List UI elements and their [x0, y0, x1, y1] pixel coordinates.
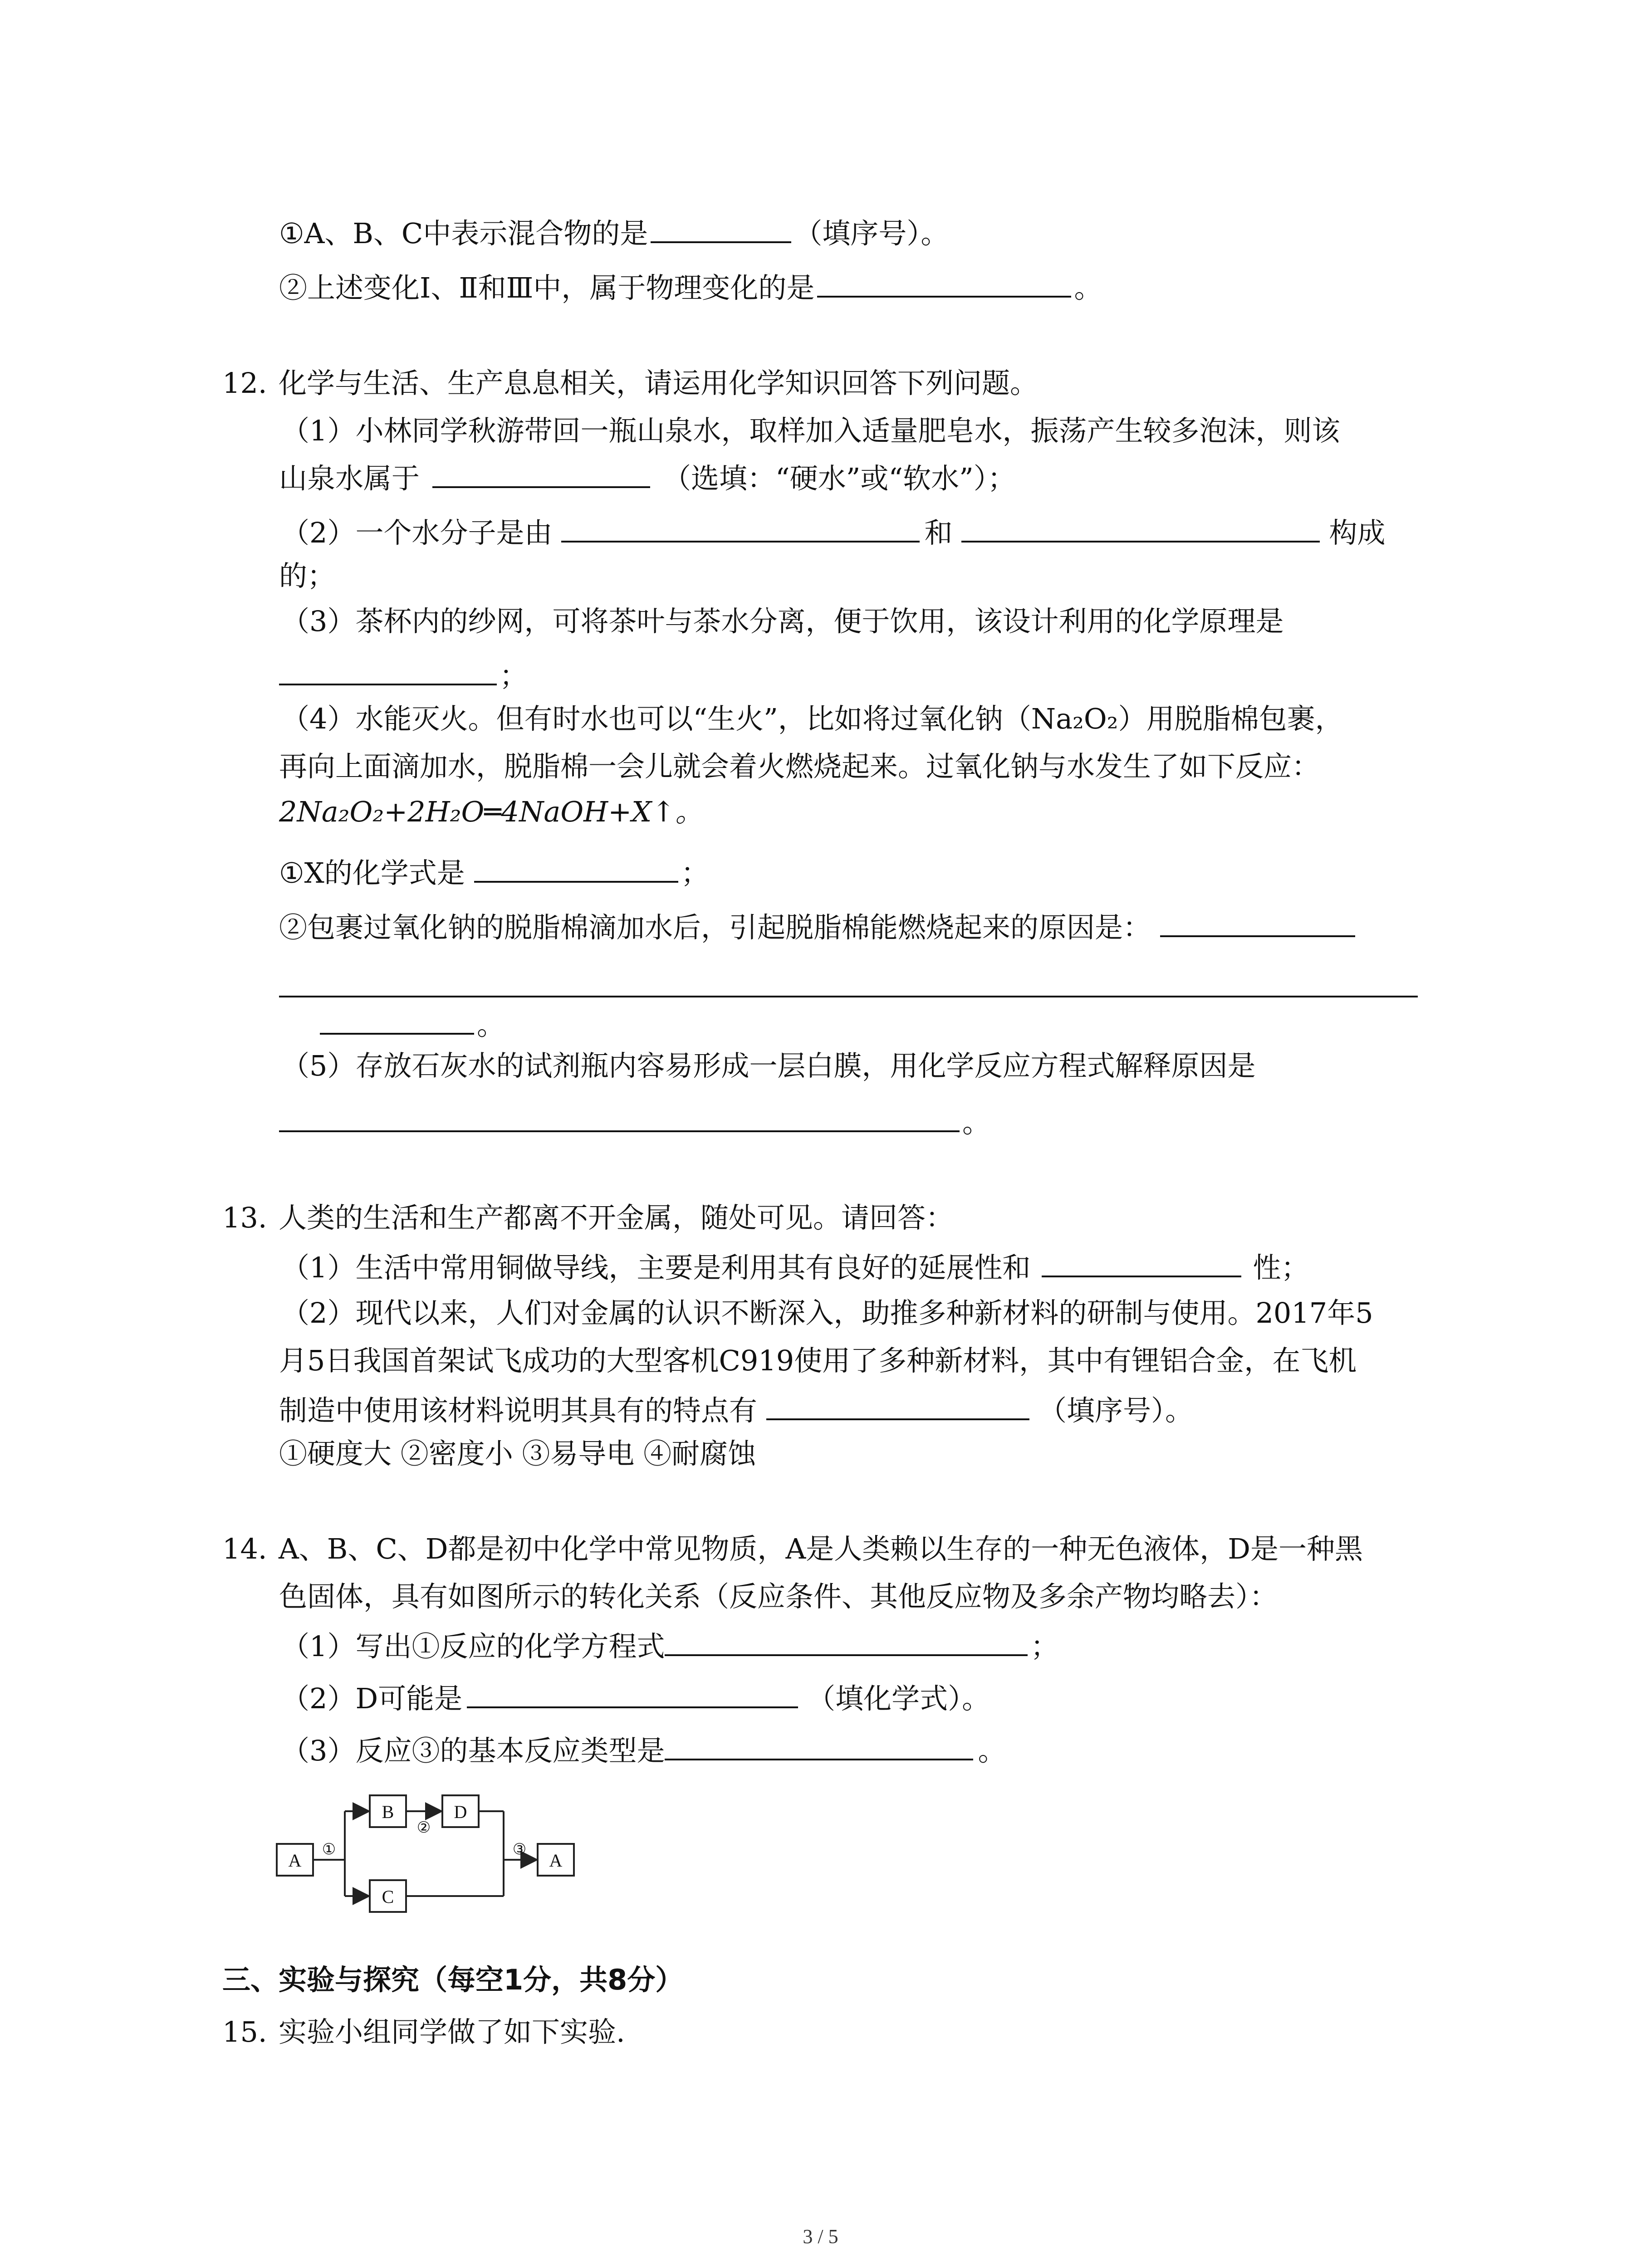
q12-part4-line1: （4）水能灭火。但有时水也可以“生火”，比如将过氧化钠（Na₂O₂）用脱脂棉包裹，	[281, 702, 1343, 735]
q11-sub2-text: ②上述变化Ⅰ、Ⅱ和Ⅲ中，属于物理变化的是	[279, 271, 815, 304]
q14-part1-pre: （1）写出①反应的化学方程式	[281, 1630, 665, 1663]
answer-blank[interactable]	[474, 853, 678, 883]
q12-part2-line1	[281, 513, 1385, 551]
q12-part5-line1: （5）存放石灰水的试剂瓶内容易形成一层白膜，用化学反应方程式解释原因是	[281, 1049, 1256, 1082]
q12-stem-text: 化学与生活、生产息息相关，请运用化学知识回答下列问题。	[279, 367, 1038, 400]
answer-blank[interactable]	[665, 1730, 973, 1760]
q12-part2-mid: 和	[924, 516, 953, 549]
label-a-end: A	[549, 1850, 563, 1871]
q13-part2-line2: 月5日我国首架试飞成功的大型客机C919使用了多种新材料，其中有锂铝合金，在飞机	[279, 1344, 1357, 1377]
answer-blank[interactable]	[817, 268, 1071, 298]
q13-part2-post: （填序号）。	[1038, 1394, 1194, 1427]
q11-sub1	[279, 213, 949, 252]
answer-line[interactable]	[279, 996, 1418, 997]
question-number: 12.	[222, 367, 267, 400]
q12-part1-post: （选填：“硬水”或“软水”）；	[663, 462, 1016, 495]
q11-sub2	[279, 268, 1102, 306]
q12-part3-line2	[279, 655, 528, 694]
answer-blank[interactable]	[651, 213, 791, 243]
q13-part1-post: 性；	[1253, 1251, 1309, 1284]
question-number: 15.	[222, 2015, 267, 2048]
q12-part4-sub1	[279, 853, 709, 891]
period: 。	[962, 1106, 991, 1139]
q13-part2-pre: 制造中使用该材料说明其具有的特点有	[279, 1394, 758, 1427]
q12-part4-sub2-text: ②包裹过氧化钠的脱脂棉滴加水后，引起脱脂棉能燃烧起来的原因是：	[279, 911, 1151, 944]
q12-part5-line2	[279, 1102, 990, 1141]
q12-part1-line1: （1）小林同学秋游带回一瓶山泉水，取样加入适量肥皂水，振荡产生较多泡沫，则该	[281, 414, 1340, 447]
q12-part4-sub1-post: ；	[681, 856, 709, 890]
q12-part4-line2: 再向上面滴加水，脱脂棉一会儿就会着火燃烧起来。过氧化钠与水发生了如下反应：	[279, 750, 1320, 783]
q14-part1-post: ；	[1030, 1630, 1059, 1663]
q12-part1-pre: 山泉水属于	[279, 462, 420, 495]
q12-part4-sub2-end	[279, 1005, 505, 1043]
answer-blank[interactable]	[432, 458, 650, 488]
q12-part1-line2	[279, 458, 1016, 497]
q11-sub1-text: ①A、B、C中表示混合物的是	[279, 217, 648, 250]
q14-part3-post: 。	[978, 1734, 1006, 1767]
question-number: 13.	[222, 1201, 267, 1234]
answer-blank[interactable]	[766, 1390, 1029, 1420]
q14-stem-line2: 色固体，具有如图所示的转化关系（反应条件、其他反应物及多余产物均略去）：	[279, 1580, 1278, 1613]
q11-sub1-post: （填序号）。	[794, 217, 949, 250]
answer-blank[interactable]	[665, 1626, 1028, 1656]
q13-stem	[222, 1200, 954, 1236]
q14-stem-text: A、B、C、D都是初中化学中常见物质，A是人类赖以生存的一种无色液体，D是一种黑	[279, 1532, 1363, 1565]
q13-part2-line1: （2）现代以来，人们对金属的认识不断深入，助推多种新材料的研制与使用。2017年5	[281, 1296, 1373, 1330]
q13-part1	[281, 1247, 1309, 1286]
answer-blank[interactable]	[961, 513, 1320, 543]
reaction-3-label: ③	[512, 1841, 527, 1858]
reaction-1-label: ①	[322, 1841, 336, 1858]
q12-stem	[222, 365, 1038, 401]
question-number: 14.	[222, 1532, 267, 1565]
q12-part3-line1: （3）茶杯内的纱网，可将茶叶与茶水分离，便于饮用，该设计利用的化学原理是	[281, 605, 1284, 638]
conversion-diagram	[272, 1778, 581, 1923]
q14-part2-post: （填化学式）。	[807, 1682, 990, 1715]
section-title: 三、实验与探究（每空1分，共8分）	[222, 1963, 684, 1996]
chemical-equation: 2Na₂O₂+2H₂O═4NaOH+X↑。	[279, 795, 704, 828]
q12-part2-post: 构成	[1329, 516, 1386, 549]
q13-stem-text: 人类的生活和生产都离不开金属，随处可见。请回答：	[279, 1201, 954, 1234]
period: 。	[477, 1008, 505, 1041]
q15-stem-text: 实验小组同学做了如下实验.	[279, 2015, 625, 2048]
q13-part2-line3	[279, 1390, 1193, 1429]
page-number: 3 / 5	[803, 2225, 838, 2248]
q12-part2-line2: 的；	[279, 559, 336, 592]
q12-part4-sub1-pre: ①X的化学式是	[279, 856, 465, 890]
q12-part3-post: ；	[500, 659, 528, 692]
q14-stem-line1	[222, 1531, 1363, 1567]
answer-blank[interactable]	[279, 655, 497, 685]
q15-stem	[222, 2014, 625, 2050]
q12-part4-sub2	[279, 907, 1358, 946]
q12-part2-pre: （2）一个水分子是由	[281, 516, 553, 549]
q14-part1	[281, 1626, 1058, 1665]
q14-part3-pre: （3）反应③的基本反应类型是	[281, 1734, 665, 1767]
label-c: C	[382, 1887, 394, 1907]
q11-sub2-post: 。	[1074, 271, 1102, 304]
label-d: D	[454, 1802, 467, 1822]
q14-part3	[281, 1730, 1006, 1769]
q13-options: ①硬度大 ②密度小 ③易导电 ④耐腐蚀	[279, 1437, 756, 1470]
answer-blank[interactable]	[1042, 1247, 1241, 1277]
answer-blank[interactable]	[279, 1102, 960, 1132]
answer-blank[interactable]	[1160, 907, 1355, 937]
label-a-start: A	[288, 1850, 302, 1871]
reaction-2-label: ②	[416, 1819, 431, 1836]
q14-part2-pre: （2）D可能是	[281, 1682, 463, 1715]
q14-part2	[281, 1678, 990, 1717]
answer-blank[interactable]	[467, 1678, 798, 1708]
label-b: B	[382, 1802, 394, 1822]
answer-blank[interactable]	[561, 513, 920, 543]
q13-part1-pre: （1）生活中常用铜做导线，主要是利用其有良好的延展性和	[281, 1251, 1031, 1284]
answer-blank[interactable]	[320, 1005, 474, 1035]
